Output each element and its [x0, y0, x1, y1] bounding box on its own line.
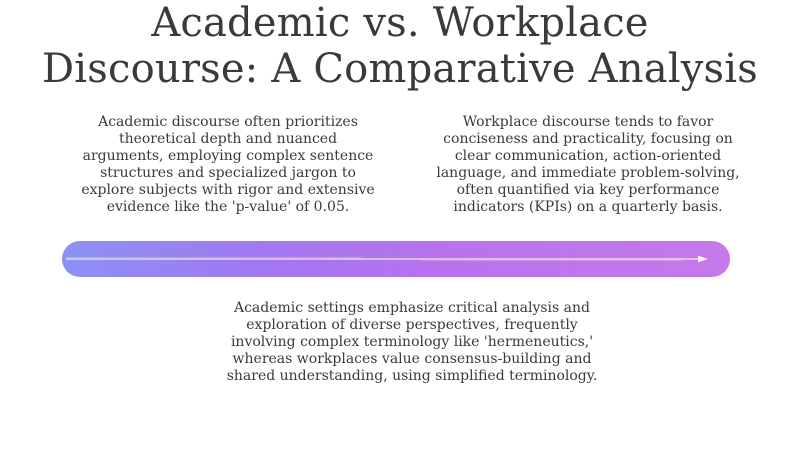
page-title	[0, 0, 800, 92]
transition-arrow-icon	[62, 241, 730, 277]
title-line-1: Academic vs. Workplace	[151, 0, 649, 46]
workplace-discourse-text: Workplace discourse tends to favor conciseness and practicality, focusing on clear communication, action-oriented language, and immediate problem-solving, often quantified via key performance indicators (KPIs) on a quarterly basis.	[436, 114, 740, 215]
comparison-summary-text: Academic settings emphasize critical analysis and exploration of diverse perspectives, frequently involving complex terminology like 'hermeneutics,' whereas workplaces value consensus-building and shared understanding, using simplified terminology.	[226, 300, 598, 384]
academic-discourse-text: Academic discourse often prioritizes theoretical depth and nuanced arguments, employing complex sentence structures and specialized jargon to explore subjects with rigor and extensive evidence like the 'p-value' of 0.05.	[81, 114, 375, 215]
title-line-2: Discourse: A Comparative Analysis	[42, 46, 758, 92]
comparison-gradient-bar	[62, 241, 730, 277]
